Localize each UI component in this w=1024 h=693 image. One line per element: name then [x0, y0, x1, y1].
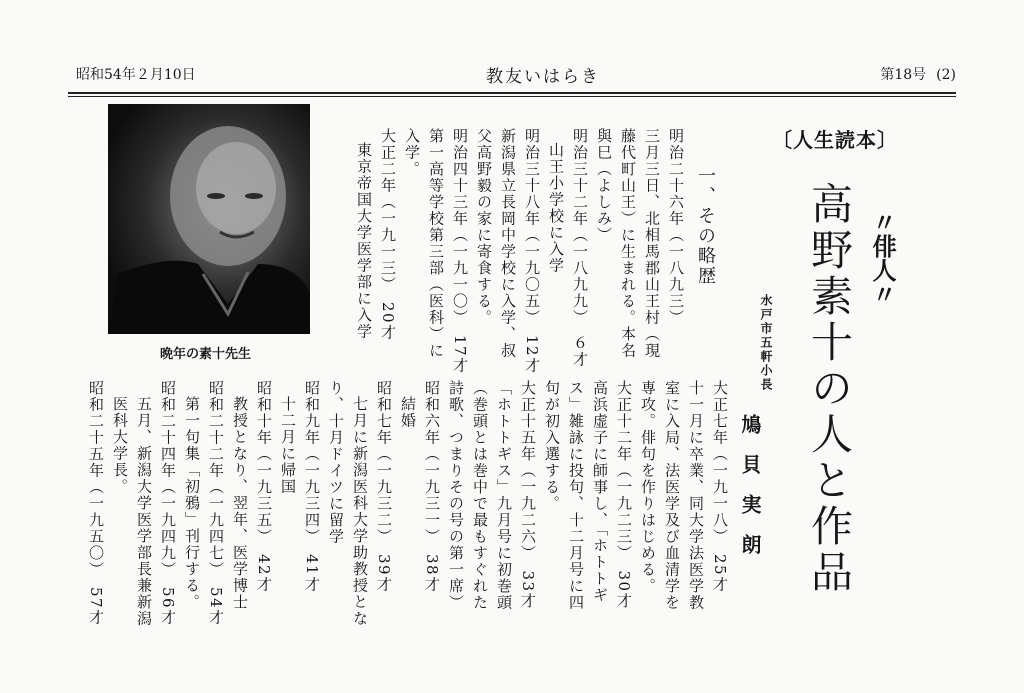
text-line: 「ホトトギス」九月号に初巻頭 [495, 380, 513, 611]
text-line: 大正十五年（一九二六） 33才 [519, 380, 537, 610]
text-line: 藤代町山王）に生まれる。本名 [619, 128, 637, 359]
text-line: 昭和二十四年（一九四九） 56才 [159, 380, 177, 626]
text-line: 山王小学校に入学 [547, 142, 565, 274]
page-number: (2) [936, 67, 956, 83]
text-line: 大正七年（一九一八） 25才 [711, 380, 729, 593]
column-label: 〔人生読本〕 [772, 128, 898, 152]
text-line: 専攻。俳句を作りはじめる。 [639, 380, 657, 595]
photo-caption: 晩年の素十先生 [160, 347, 252, 362]
text-line: 昭和七年（一九三二） 39才 [375, 380, 393, 593]
text-line: 第一句集「初鴉」刊行する。 [183, 396, 201, 611]
issue-number [870, 64, 956, 84]
text-line: 明治四十三年（一九一〇） 17才 [451, 128, 469, 374]
text-line: 結婚 [399, 396, 417, 429]
text-line: 昭和九年（一九三四） 41才 [303, 380, 321, 593]
text-line: 詩歌、つまりその号の第一席） [447, 380, 465, 611]
newspaper-title: 教友いはらき [486, 67, 600, 87]
article-subtitle: 〃俳人〃 [868, 210, 896, 306]
text-line: 室に入局、法医学及び血清学を [663, 380, 681, 611]
text-line: 五月、新潟大学医学部長兼新潟 [135, 396, 153, 627]
text-line: 医科大学長。 [111, 396, 129, 495]
text-line: 教授となり、翌年、医学博士 [231, 396, 249, 611]
text-line: り、十月ドイツに留学 [327, 380, 345, 545]
header-rule-top [68, 92, 956, 94]
portrait-photo [108, 104, 310, 334]
text-line: 明治三十二年（一八九九） ６才 [571, 128, 589, 368]
header-rule-bottom [68, 96, 956, 97]
text-line: 昭和二十二年（一九四七） 54才 [207, 380, 225, 626]
author-affiliation: 水戸市五軒小長 [759, 294, 773, 392]
text-line: 高浜虚子に師事し、「ホトトギ [591, 380, 609, 604]
text-line: ス」雑詠に投句、十二月号に四 [567, 380, 585, 611]
text-line: 新潟県立長岡中学校に入学、叔 [499, 128, 517, 359]
portrait-illustration [108, 104, 310, 334]
text-line: 明治二十六年（一八九三） [667, 128, 685, 326]
article-title: 高野素十の人と作品 [805, 182, 854, 596]
issue-date: 昭和54年２月10日 [76, 67, 196, 83]
page-header [68, 62, 956, 90]
text-line: （巻頭とは巻中で最もすぐれた [471, 380, 489, 611]
text-line: 昭和六年（一九三一） 38才 [423, 380, 441, 593]
text-line: 句が初入選する。 [543, 380, 561, 512]
text-line: 明治三十八年（一九〇五） 12才 [523, 128, 541, 374]
text-line: 父高野毅の家に寄食する。 [475, 128, 493, 326]
text-line: 三月三日、北相馬郡山王村（現 [643, 128, 661, 359]
text-line: 七月に新潟医科大学助教授とな [351, 396, 369, 627]
text-line: 大正十二年（一九二三） 30才 [615, 380, 633, 610]
text-line: 大正二年（一九一三） 20才 [379, 128, 397, 341]
text-line: 與巳（よしみ） [595, 128, 613, 244]
author-name: 鳩 貝 実 朗 [738, 414, 762, 554]
text-line: 昭和二十五年（一九五〇） 57才 [87, 380, 105, 626]
text-line: 十一月に卒業、同大学法医学教 [687, 380, 705, 611]
issue-no: 第18号 [880, 67, 927, 83]
section-heading: 一、その略歴 [695, 166, 716, 286]
text-line: 入学。 [403, 128, 421, 178]
text-line: 第一高等学校第三部（医科）に [427, 128, 445, 359]
text-line: 十二月に帰国 [279, 396, 297, 495]
text-line: 東京帝国大学医学部に入学 [355, 142, 373, 340]
text-line: 昭和十年（一九三五） 42才 [255, 380, 273, 593]
